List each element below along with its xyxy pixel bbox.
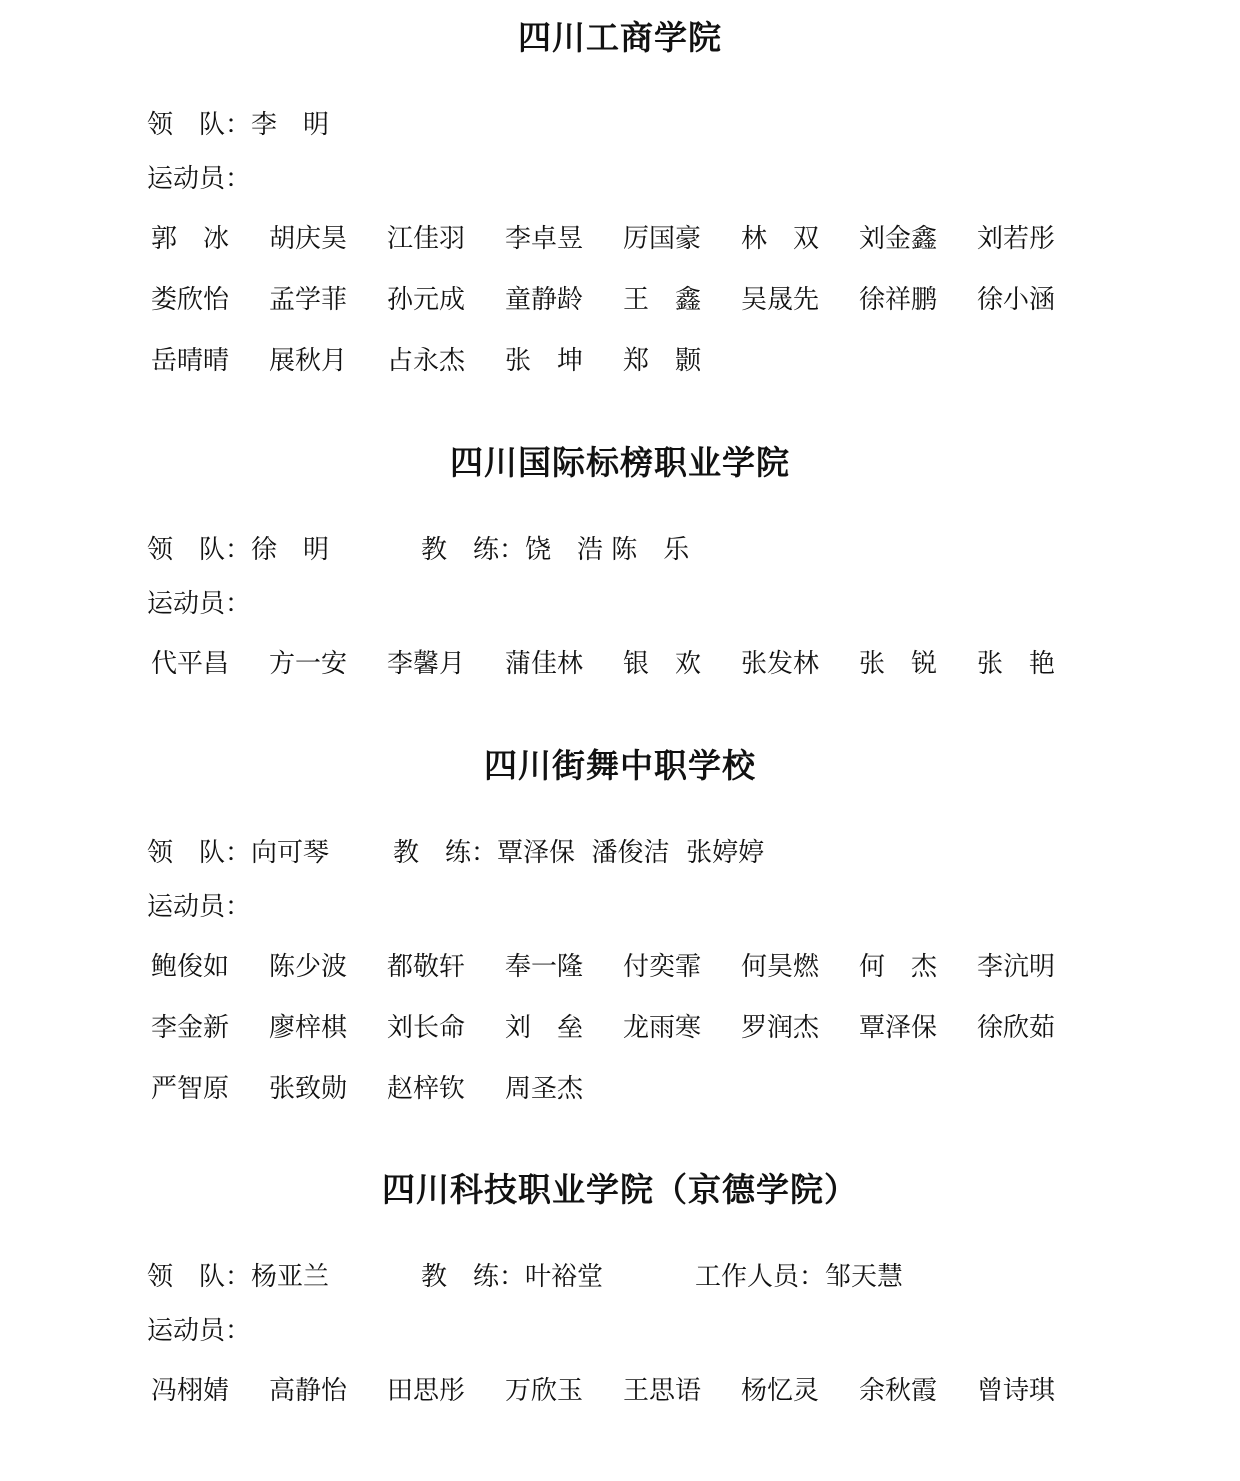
athlete-name: 陈少波 [269,952,348,982]
leader-name: 李 明 [251,110,330,140]
athlete-name: 李卓昱 [505,224,584,254]
athlete-name: 王思语 [623,1376,702,1406]
leader-label: 领 队： [147,535,252,565]
athlete-name: 刘 垒 [505,1013,584,1043]
athlete-name: 蒲佳林 [505,649,584,679]
leader-name: 向可琴 [251,838,330,868]
athlete-name: 代平昌 [151,649,230,679]
staff-line [147,533,689,567]
leader-name: 杨亚兰 [251,1262,330,1292]
staff-member-name: 邹天慧 [825,1262,904,1292]
athlete-name: 张致勋 [269,1074,348,1104]
athlete-name: 林 双 [741,224,820,254]
athlete-name: 徐祥鹏 [859,285,938,315]
athlete-name: 吴晟先 [741,285,820,315]
athlete-name: 孙元成 [387,285,466,315]
athlete-list [151,950,1111,1133]
athlete-name: 占永杰 [387,346,466,376]
athlete-name: 鲍俊如 [151,952,230,982]
athlete-name: 张发林 [741,649,820,679]
athlete-name: 方一安 [269,649,348,679]
leader-name: 徐 明 [251,535,330,565]
leader-label: 领 队： [147,838,252,868]
athlete-name: 高静怡 [269,1376,348,1406]
athlete-name: 都敬轩 [387,952,466,982]
athlete-name: 张 艳 [977,649,1056,679]
athlete-name: 江佳羽 [387,224,466,254]
athlete-list [151,647,1111,708]
athlete-name: 奉一隆 [505,952,584,982]
athletes-label: 运动员： [147,164,252,194]
section-title: 四川街舞中职学校 [484,746,756,785]
section-title: 四川工商学院 [518,18,722,57]
athlete-name: 杨忆灵 [741,1376,820,1406]
athlete-name: 岳晴晴 [151,346,230,376]
athlete-name: 严智原 [151,1074,230,1104]
athlete-name: 张 锐 [859,649,938,679]
coach-names: 饶 浩 陈 乐 [525,535,690,565]
athlete-name: 厉国豪 [623,224,702,254]
athlete-name: 曾诗琪 [977,1376,1056,1406]
athlete-name: 万欣玉 [505,1376,584,1406]
athletes-label: 运动员： [147,1316,252,1346]
athlete-name: 何昊燃 [741,952,820,982]
athlete-name: 李金新 [151,1013,230,1043]
coach-names: 覃泽保 潘俊洁 张婷婷 [497,838,765,868]
athlete-name: 何 杰 [859,952,938,982]
athlete-name: 展秋月 [269,346,348,376]
coach-label: 教 练： [421,1262,526,1292]
athlete-name: 廖梓棋 [269,1013,348,1043]
athlete-name: 徐小涵 [977,285,1056,315]
athlete-name: 王 鑫 [623,285,702,315]
athlete-name: 李沆明 [977,952,1056,982]
athlete-list [151,222,1111,405]
coach-label: 教 练： [393,838,498,868]
athlete-name: 付奕霏 [623,952,702,982]
athlete-name: 余秋霞 [859,1376,938,1406]
athlete-name: 刘长命 [387,1013,466,1043]
athlete-list [151,1374,1111,1435]
athlete-name: 李馨月 [387,649,466,679]
section-title: 四川国际标榜职业学院 [450,443,790,482]
athlete-name: 刘金鑫 [859,224,938,254]
athlete-name: 银 欢 [623,649,702,679]
staff-line [147,1260,903,1294]
athlete-name: 徐欣茹 [977,1013,1056,1043]
staff-line [147,108,329,142]
athlete-name: 赵梓钦 [387,1074,466,1104]
coach-names: 叶裕堂 [525,1262,604,1292]
athlete-name: 张 坤 [505,346,584,376]
staff-line [147,836,764,870]
athlete-name: 娄欣怡 [151,285,230,315]
section-title: 四川科技职业学院（京德学院） [382,1170,858,1209]
athlete-name: 郑 颢 [623,346,702,376]
athlete-name: 罗润杰 [741,1013,820,1043]
leader-label: 领 队： [147,1262,252,1292]
athlete-name: 覃泽保 [859,1013,938,1043]
athlete-name: 龙雨寒 [623,1013,702,1043]
coach-label: 教 练： [421,535,526,565]
athletes-label: 运动员： [147,892,252,922]
athlete-name: 田思彤 [387,1376,466,1406]
athlete-name: 冯栩婧 [151,1376,230,1406]
athlete-name: 郭 冰 [151,224,230,254]
athlete-name: 刘若彤 [977,224,1056,254]
athlete-name: 胡庆昊 [269,224,348,254]
athlete-name: 孟学菲 [269,285,348,315]
athlete-name: 周圣杰 [505,1074,584,1104]
athletes-label: 运动员： [147,589,252,619]
staff-member-label: 工作人员： [695,1262,826,1292]
athlete-name: 童静龄 [505,285,584,315]
leader-label: 领 队： [147,110,252,140]
